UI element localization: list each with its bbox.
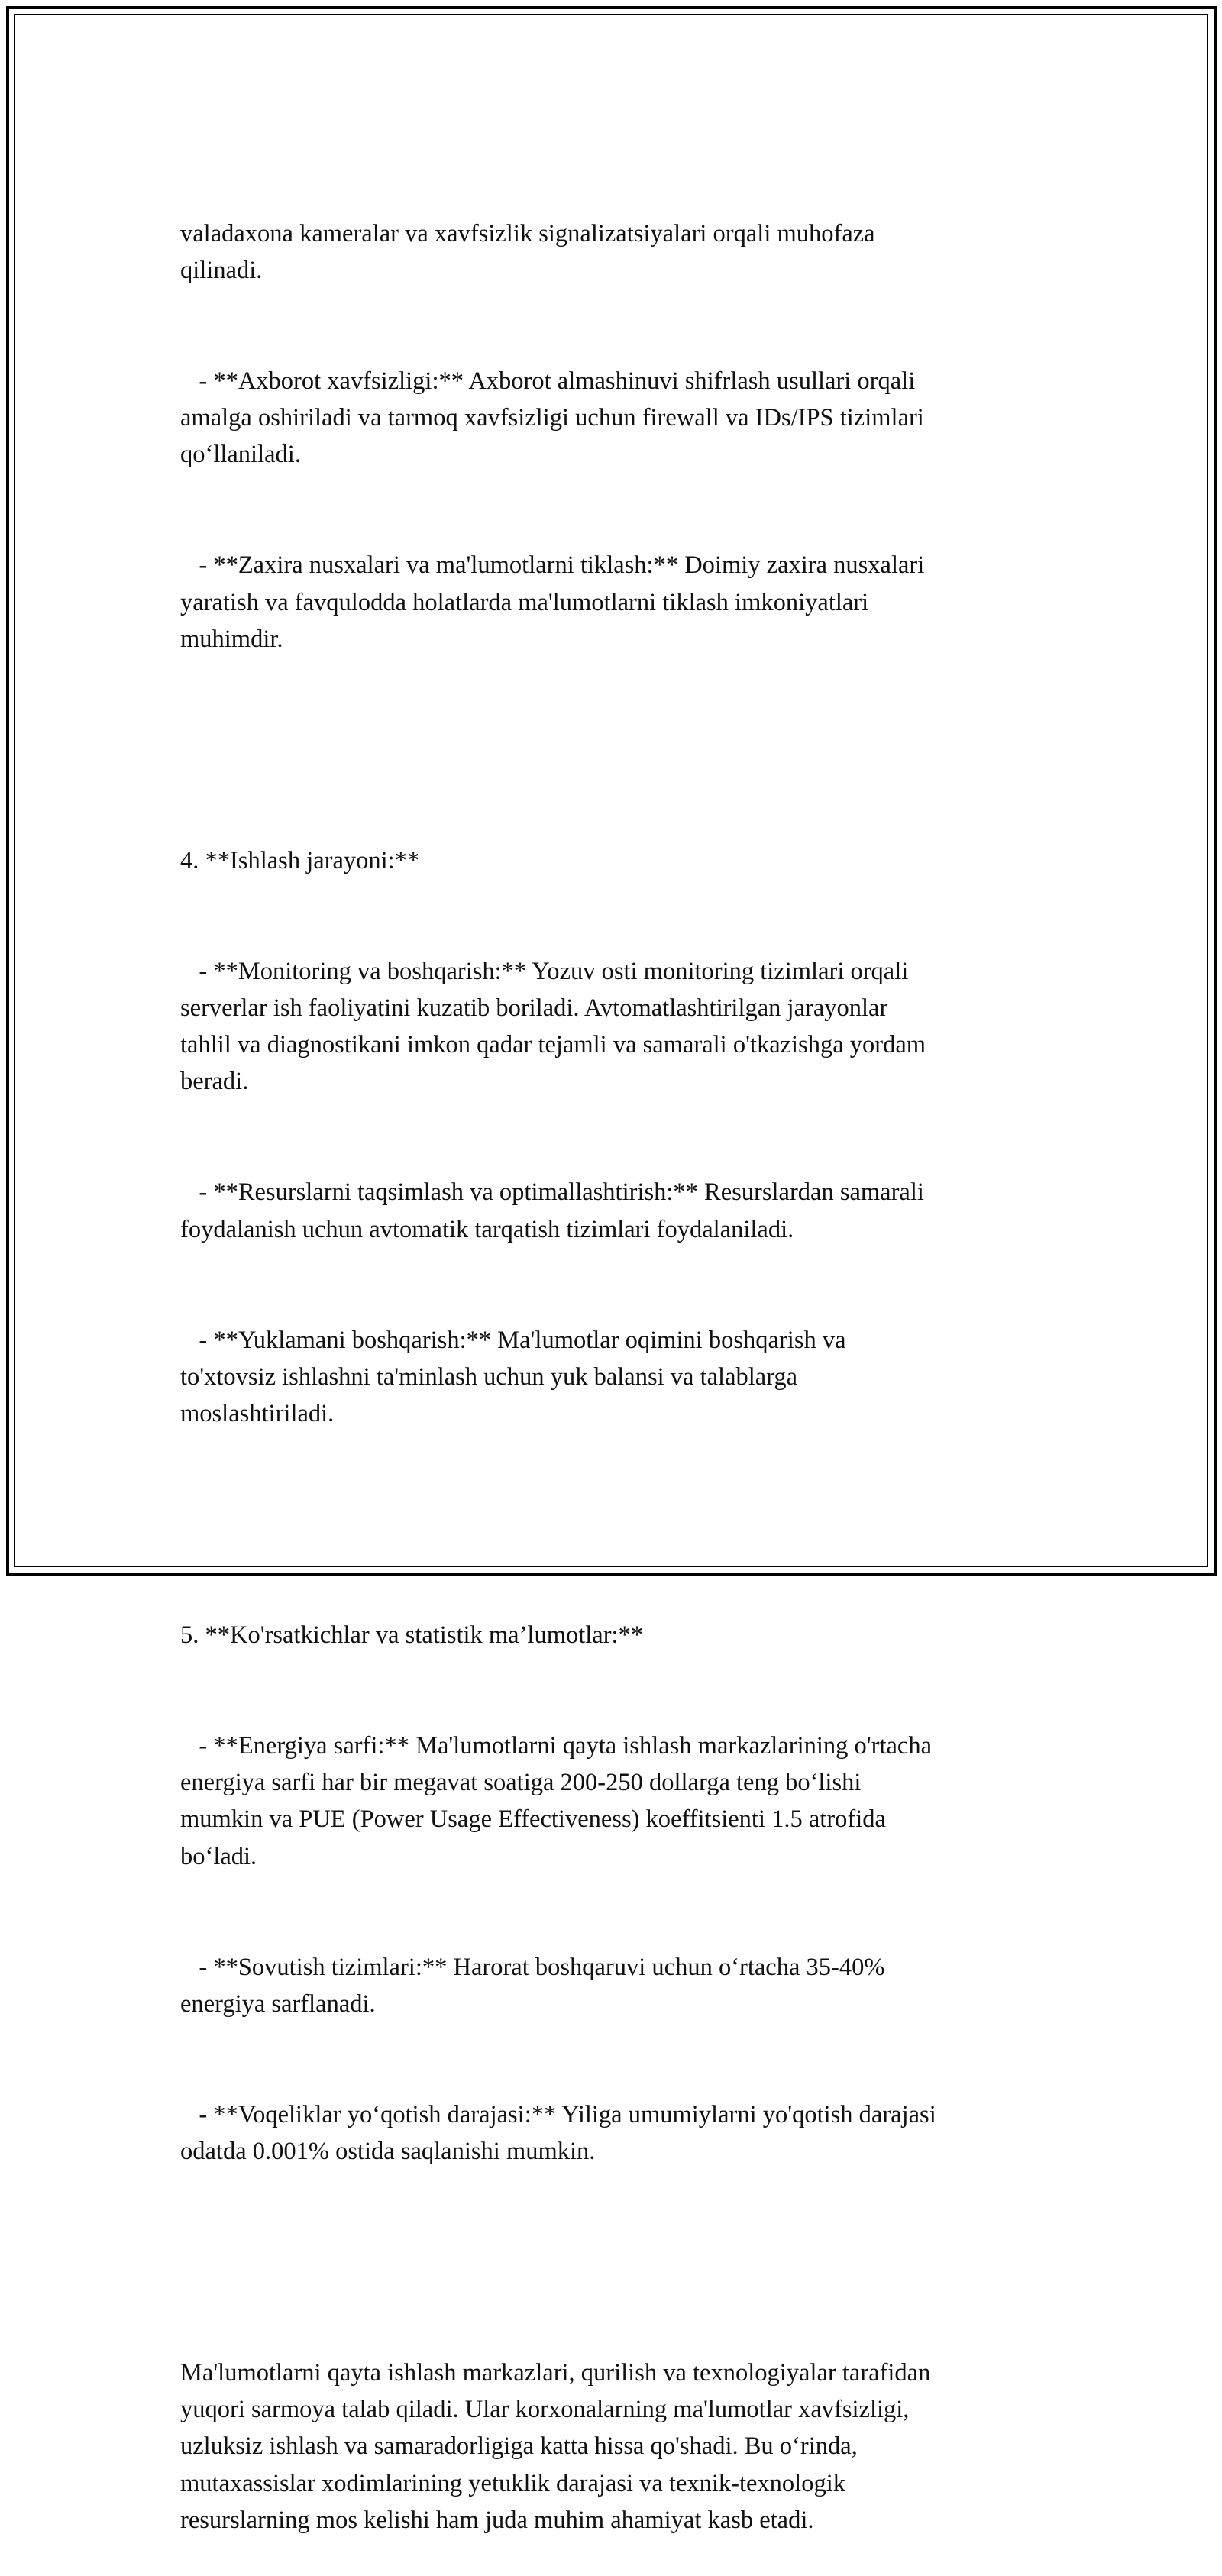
spacer <box>180 1506 1043 1543</box>
section-heading-operation: 4. **Ishlash jarayoni:** <box>180 846 420 874</box>
spacer <box>180 732 1043 768</box>
section-heading-statistics: 5. **Ko'rsatkichlar va statistik ma’lumotlar:** <box>180 1621 644 1649</box>
list-item-information-security: - **Axborot xavfsizligi:** Axborot almashinuvi shifrlash usullari orqali amalga oshiriladi va tarmoq xavfsizligi uchun firewall va IDs/IPS tizimlari qo‘llaniladi. <box>180 367 924 469</box>
list-item-load-management: - **Yuklamani boshqarish:** Ma'lumotlar oqimini boshqarish va to'xtovsiz ishlashni ta'minlash uchun yuk balansi va talablarga moslashtiriladi. <box>180 1326 846 1428</box>
spacer <box>180 2244 1043 2280</box>
paragraph-conclusion: Ma'lumotlarni qayta ishlash markazlari, qurilish va texnologiyalar tarafidan yuqori sarmoya talab qiladi. Ular korxonalarning ma'lumotlar xavfsizligi, uzluksiz ishlash va samaradorligiga katta hissa qo'shadi. Bu o‘rinda, mutaxassislar xodimlarining yetuklik darajasi va texnik-texnologik resurslarning mos kelishi ham juda muhim ahamiyat kasb etadi. <box>180 2358 931 2534</box>
document-body <box>180 141 1043 2576</box>
list-item-monitoring: - **Monitoring va boshqarish:** Yozuv osti monitoring tizimlari orqali serverlar ish faoliyatini kuzatib boriladi. Avtomatlashtirilgan jarayonlar tahlil va diagnostikani imkon qadar tejamli va samarali o'tkazishga yordam beradi. <box>180 957 926 1096</box>
list-item-backup-recovery: - **Zaxira nusxalari va ma'lumotlarni tiklash:** Doimiy zaxira nusxalari yaratish va favqulodda holatlarda ma'lumotlarni tiklash imkoniyatlari muhimdir. <box>180 551 925 653</box>
list-item-resource-allocation: - **Resurslarni taqsimlash va optimallashtirish:** Resurslardan samarali foydalanish uchun avtomatik tarqatish tizimlari foydalaniladi. <box>180 1178 924 1243</box>
paragraph-physical-security-continuation: valadaxona kameralar va xavfsizlik signalizatsiyalari orqali muhofaza qilinadi. <box>180 219 875 284</box>
list-item-cooling-systems: - **Sovutish tizimlari:** Harorat boshqaruvi uchun o‘rtacha 35-40% energiya sarflanadi. <box>180 1953 885 2018</box>
list-item-energy-consumption: - **Energiya sarfi:** Ma'lumotlarni qayta ishlash markazlarining o'rtacha energiya sarfi har bir megavat soatiga 200-250 dollarga teng bo‘lishi mumkin va PUE (Power Usage Effectiveness) koeffitsienti 1.5 atrofida bo‘ladi. <box>180 1731 932 1870</box>
list-item-loss-rate: - **Voqeliklar yo‘qotish darajasi:** Yiliga umumiylarni yo'qotish darajasi odatda 0.001% ostida saqlanishi mumkin. <box>180 2100 936 2166</box>
